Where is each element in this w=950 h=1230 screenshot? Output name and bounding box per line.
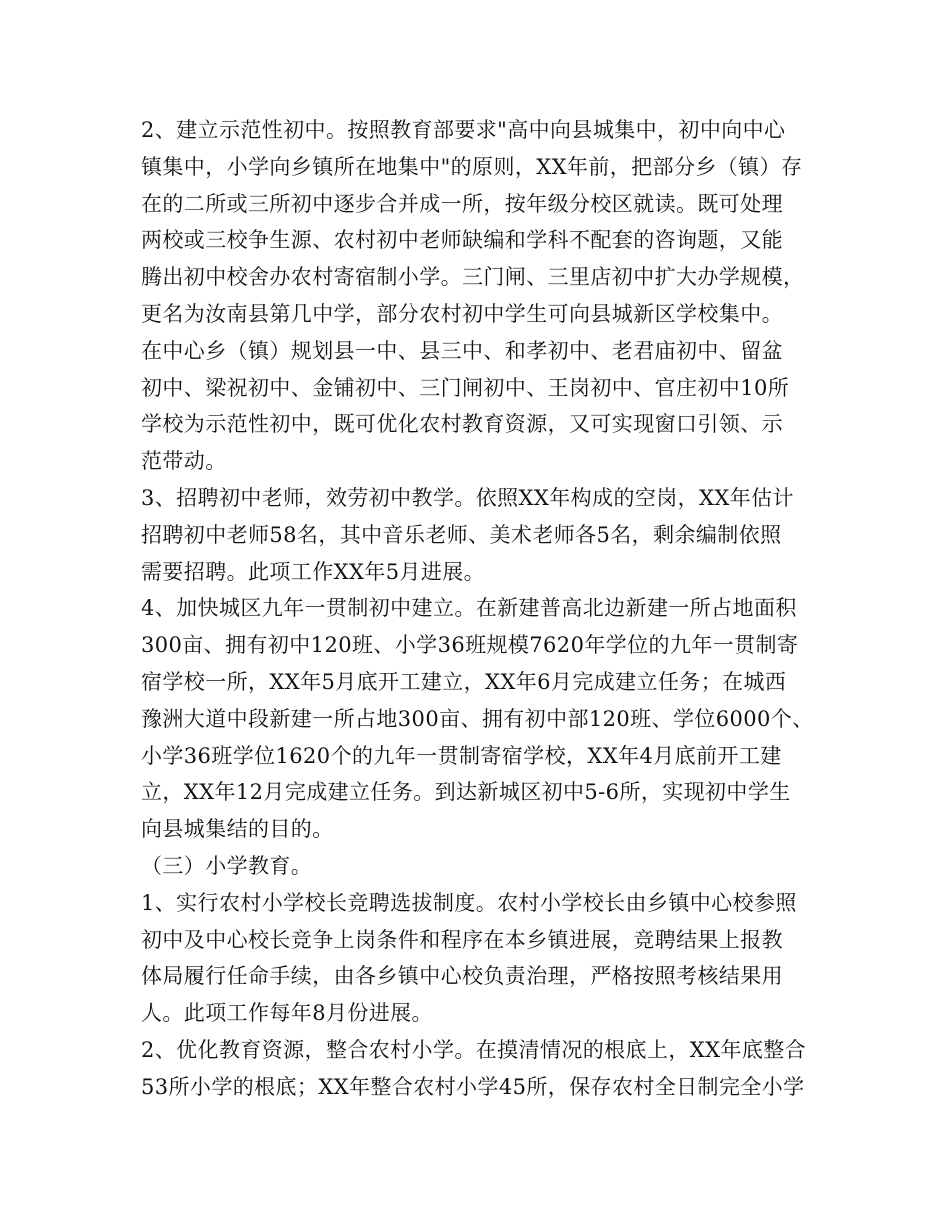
text-line: 1、实行农村小学校长竞聘选拔制度。农村小学校长由乡镇中心校参照 bbox=[141, 890, 797, 915]
text-line: 300亩、拥有初中120班、小学36班规模7620年学位的九年一贯制寄 bbox=[141, 633, 799, 658]
text-line: 2、建立示范性初中。按照教育部要求"高中向县城集中，初中向中心 bbox=[141, 118, 786, 142]
text-line: 范带动。 bbox=[141, 449, 227, 474]
text-line: 宿学校一所，XX年5月底开工建立，XX年6月完成建立任务；在城西 bbox=[141, 669, 787, 694]
text-line: 豫洲大道中段新建一所占地300亩、拥有初中部120班、学位6000个、 bbox=[141, 706, 814, 731]
text-line: 53所小学的根底；XX年整合农村小学45所，保存农村全日制完全小学 bbox=[141, 1074, 805, 1099]
text-line: 在的二所或三所初中逐步合并成一所，按年级分校区就读。既可处理 bbox=[141, 191, 783, 216]
text-line: 初中、梁祝初中、金铺初中、三门闸初中、王岗初中、官庄初中10所 bbox=[141, 375, 790, 400]
section-heading: （三）小学教育。 bbox=[141, 853, 313, 878]
text-line: 镇集中，小学向乡镇所在地集中"的原则，XX年前，把部分乡（镇）存 bbox=[141, 154, 803, 179]
text-line: 初中及中心校长竞争上岗条件和程序在本乡镇进展，竞聘结果上报教 bbox=[141, 927, 783, 952]
text-line: 腾出初中校舍办农村寄宿制小学。三门闸、三里店初中扩大办学规模， bbox=[141, 265, 805, 290]
text-line: 招聘初中老师58名，其中音乐老师、美术老师各5名，剩余编制依照 bbox=[141, 522, 782, 547]
text-line: 小学36班学位1620个的九年一贯制寄宿学校，XX年4月底前开工建 bbox=[141, 743, 782, 768]
text-line: 需要招聘。此项工作XX年5月进展。 bbox=[141, 559, 486, 584]
text-line: 两校或三校争生源、农村初中老师缺编和学科不配套的咨询题，又能 bbox=[141, 228, 783, 253]
text-line: 立，XX年12月完成建立任务。到达新城区初中5-6所，实现初中学生 bbox=[141, 780, 791, 805]
text-line: 更名为汝南县第几中学，部分农村初中学生可向县城新区学校集中。 bbox=[141, 301, 783, 326]
text-line: 3、招聘初中老师，效劳初中教学。依照XX年构成的空岗，XX年估计 bbox=[141, 485, 794, 510]
document-body bbox=[141, 112, 821, 1106]
text-line: 4、加快城区九年一贯制初中建立。在新建普高北边新建一所占地面积 bbox=[141, 596, 797, 621]
text-line: 体局履行任命手续，由各乡镇中心校负责治理，严格按照考核结果用 bbox=[141, 964, 783, 989]
text-line: 向县城集结的目的。 bbox=[141, 817, 334, 842]
text-line: 人。此项工作每年8月份进展。 bbox=[141, 1001, 433, 1026]
text-line: 学校为示范性初中，既可优化农村教育资源，又可实现窗口引领、示 bbox=[141, 412, 783, 437]
text-line: 2、优化教育资源，整合农村小学。在摸清情况的根底上，XX年底整合 bbox=[141, 1037, 807, 1062]
text-line: 在中心乡（镇）规划县一中、县三中、和孝初中、老君庙初中、留盆 bbox=[141, 338, 783, 363]
